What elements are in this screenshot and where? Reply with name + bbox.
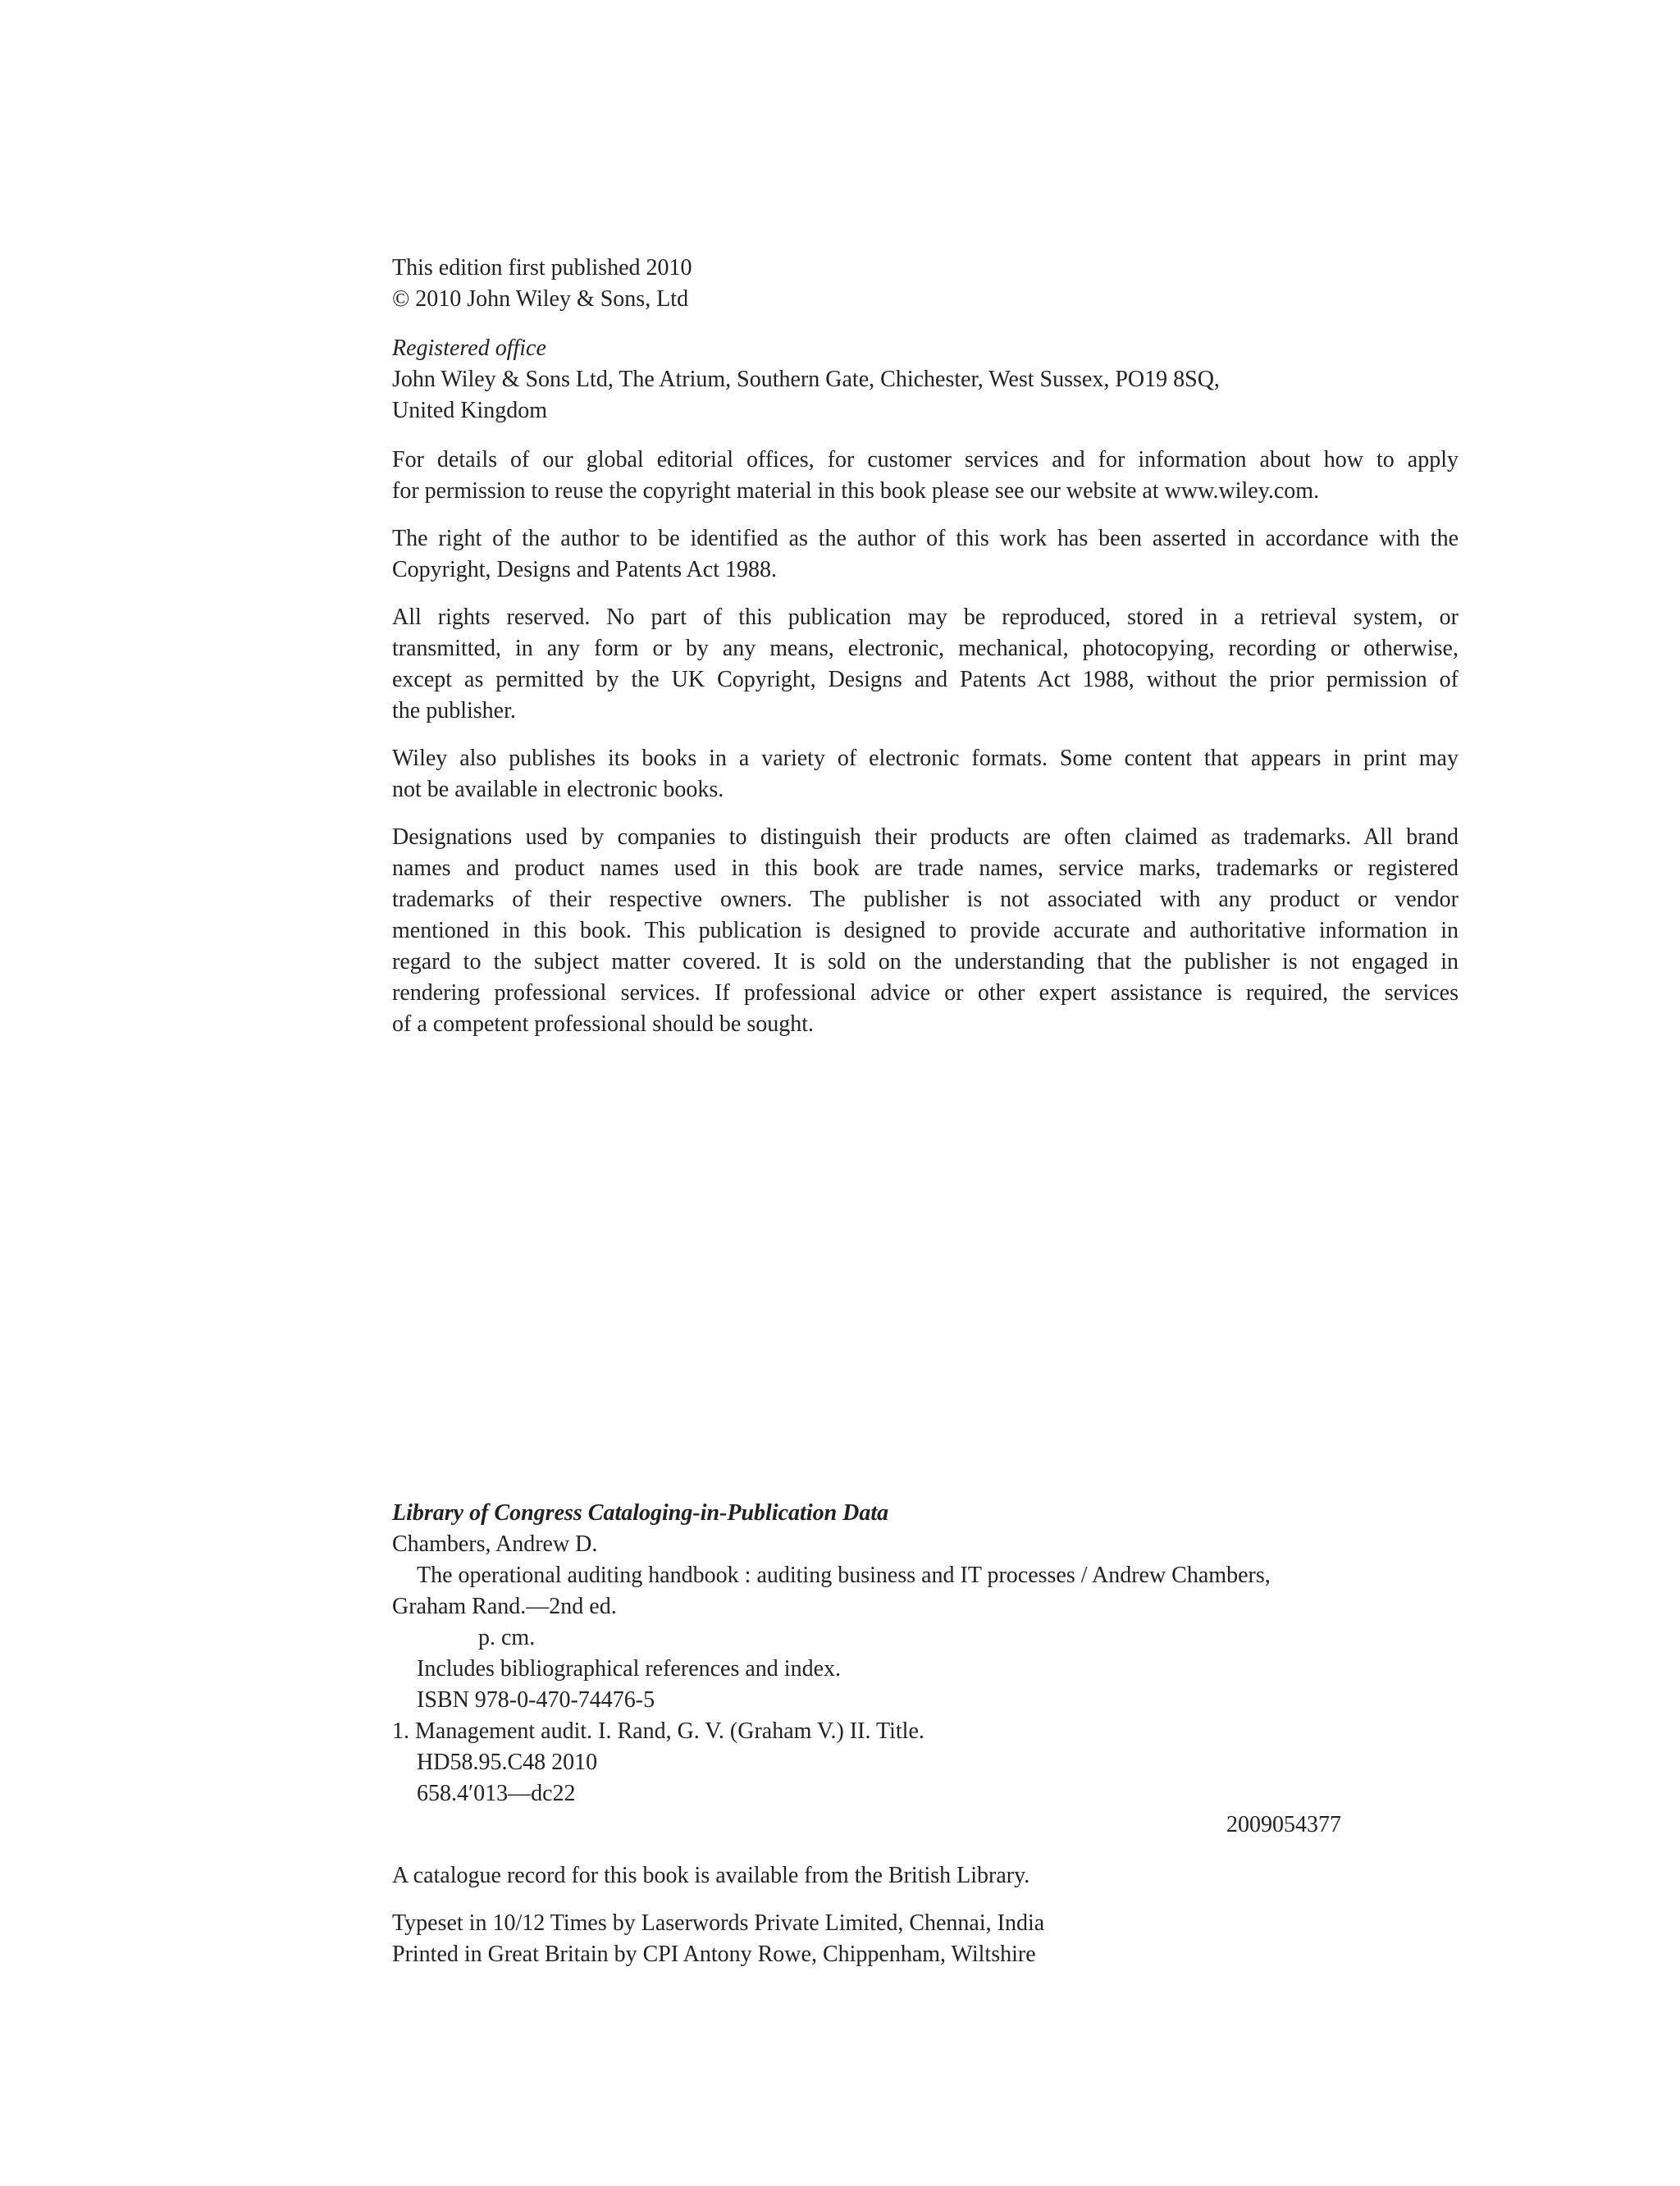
paragraph-line: Wiley also publishes its books in a variety of electronic formats. Some content that appears in print may xyxy=(392,746,1459,771)
cip-dewey: 658.4′013—dc22 xyxy=(417,1781,576,1806)
registered-office-address: John Wiley & Sons Ltd, The Atrium, Southern Gate, Chichester, West Sussex, PO19 8SQ, xyxy=(392,367,1220,392)
registered-office-heading: Registered office xyxy=(392,335,546,361)
paragraph-line: names and product names used in this book are trade names, service marks, trademarks or registered xyxy=(392,856,1459,881)
cip-block xyxy=(392,1498,1271,1809)
cip-author: Chambers, Andrew D. xyxy=(392,1531,598,1557)
paragraph-line: for permission to reuse the copyright material in this book please see our website at www.wiley.com. xyxy=(392,478,1320,504)
paragraph-line: For details of our global editorial offices, for customer services and for information about how to apply xyxy=(392,447,1459,472)
moral-rights-paragraph xyxy=(392,523,1459,586)
paragraph-line: not be available in electronic books. xyxy=(392,777,724,802)
paragraph-line: trademarks of their respective owners. The publisher is not associated with any product or vendor xyxy=(392,887,1459,912)
typeset-note: Typeset in 10/12 Times by Laserwords Private Limited, Chennai, India xyxy=(392,1910,1045,1936)
cip-lccn: 2009054377 xyxy=(1226,1812,1341,1837)
cip-subjects: 1. Management audit. I. Rand, G. V. (Graham V.) II. Title. xyxy=(392,1718,924,1744)
cip-title-line: The operational auditing handbook : auditing business and IT processes / Andrew Chambers, xyxy=(417,1563,1271,1588)
editorial-offices-paragraph xyxy=(392,445,1459,507)
paragraph-line: Copyright, Designs and Patents Act 1988. xyxy=(392,557,777,582)
production-block xyxy=(392,1908,1044,1970)
registered-office-block xyxy=(392,333,1220,427)
paragraph-line: rendering professional services. If professional advice or other expert assistance is required, the services xyxy=(392,980,1459,1006)
paragraph-line: the publisher. xyxy=(392,698,516,723)
paragraph-line: The right of the author to be identified as the author of this work has been asserted in accordance with the xyxy=(392,526,1459,551)
trademarks-paragraph xyxy=(392,822,1459,1040)
cip-pcm: p. cm. xyxy=(478,1625,536,1650)
cip-heading: Library of Congress Cataloging-in-Publication Data xyxy=(392,1500,889,1526)
edition-block xyxy=(392,253,692,315)
copyright-line: © 2010 John Wiley & Sons, Ltd xyxy=(392,286,689,312)
paragraph-line: All rights reserved. No part of this publication may be reproduced, stored in a retrieval system, or xyxy=(392,605,1459,630)
paragraph-line: regard to the subject matter covered. It is sold on the understanding that the publisher is not engaged in xyxy=(392,949,1459,974)
edition-line: This edition first published 2010 xyxy=(392,255,692,281)
printed-note: Printed in Great Britain by CPI Antony Rowe, Chippenham, Wiltshire xyxy=(392,1942,1036,1967)
cip-includes: Includes bibliographical references and index. xyxy=(417,1656,842,1682)
british-library-note: A catalogue record for this book is available from the British Library. xyxy=(392,1863,1030,1888)
paragraph-line: mentioned in this book. This publication is designed to provide accurate and authoritative information in xyxy=(392,918,1459,943)
paragraph-line: of a competent professional should be sought. xyxy=(392,1011,815,1037)
cip-title-line: Graham Rand.—2nd ed. xyxy=(392,1594,617,1619)
british-library-block xyxy=(392,1860,1029,1892)
cip-isbn: ISBN 978-0-470-74476-5 xyxy=(417,1687,655,1713)
electronic-formats-paragraph xyxy=(392,743,1459,805)
paragraph-line: except as permitted by the UK Copyright, Designs and Patents Act 1988, without the prior permission of xyxy=(392,667,1459,692)
rights-reserved-paragraph xyxy=(392,602,1459,727)
cip-lc-class: HD58.95.C48 2010 xyxy=(417,1750,598,1775)
paragraph-line: Designations used by companies to distinguish their products are often claimed as trademarks. All brand xyxy=(392,824,1459,850)
registered-office-country: United Kingdom xyxy=(392,398,547,423)
paragraph-line: transmitted, in any form or by any means, electronic, mechanical, photocopying, recording or otherwise, xyxy=(392,636,1459,661)
